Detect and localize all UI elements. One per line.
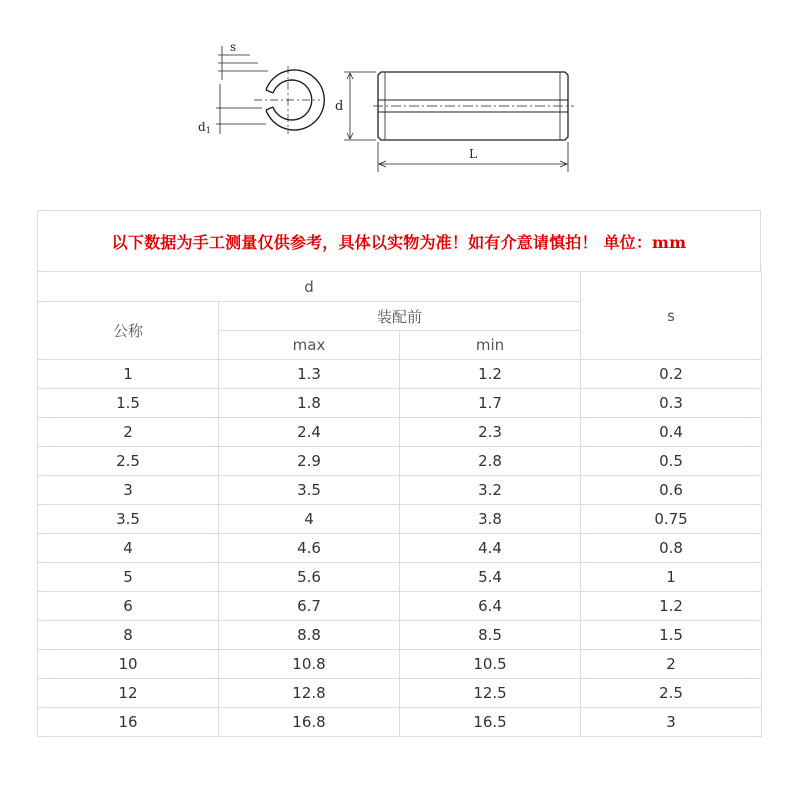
cell-nominal: 12	[38, 679, 219, 708]
cell-min: 12.5	[400, 679, 581, 708]
cell-max: 1.8	[219, 389, 400, 418]
cell-nominal: 5	[38, 563, 219, 592]
label-s: s	[230, 40, 237, 54]
side-view	[373, 72, 574, 140]
cell-nominal: 1	[38, 360, 219, 389]
cell-max: 5.6	[219, 563, 400, 592]
label-L: L	[469, 147, 477, 161]
drawing-canvas	[190, 36, 590, 186]
cell-max: 16.8	[219, 708, 400, 737]
header-before-assembly: 装配前	[219, 302, 581, 331]
header-s: s	[581, 272, 762, 360]
cell-min: 1.2	[400, 360, 581, 389]
cell-max: 3.5	[219, 476, 400, 505]
cell-s: 2.5	[581, 679, 762, 708]
cell-nominal: 10	[38, 650, 219, 679]
cell-nominal: 3	[38, 476, 219, 505]
label-d1: d1	[198, 120, 211, 135]
table-row	[38, 418, 762, 447]
cell-min: 10.5	[400, 650, 581, 679]
cell-min: 6.4	[400, 592, 581, 621]
cell-max: 1.3	[219, 360, 400, 389]
cell-nominal: 6	[38, 592, 219, 621]
table-row	[38, 534, 762, 563]
dimension-d	[344, 72, 376, 140]
header-min: min	[400, 331, 581, 360]
header-d: d	[38, 272, 581, 302]
cell-min: 1.7	[400, 389, 581, 418]
cell-max: 10.8	[219, 650, 400, 679]
cell-max: 4.6	[219, 534, 400, 563]
cell-s: 0.8	[581, 534, 762, 563]
cell-s: 1.2	[581, 592, 762, 621]
spring-pin-drawing	[190, 36, 590, 186]
cell-s: 2	[581, 650, 762, 679]
header-max: max	[219, 331, 400, 360]
cell-min: 4.4	[400, 534, 581, 563]
cell-nominal: 2.5	[38, 447, 219, 476]
cell-s: 0.3	[581, 389, 762, 418]
table-row	[38, 389, 762, 418]
cell-s: 1	[581, 563, 762, 592]
dimension-d1	[216, 84, 266, 134]
cell-min: 16.5	[400, 708, 581, 737]
table-row	[38, 563, 762, 592]
cell-min: 3.2	[400, 476, 581, 505]
cell-s: 0.4	[581, 418, 762, 447]
cell-min: 8.5	[400, 621, 581, 650]
cell-nominal: 3.5	[38, 505, 219, 534]
cell-max: 8.8	[219, 621, 400, 650]
table-row	[38, 360, 762, 389]
table-row	[38, 650, 762, 679]
cell-min: 5.4	[400, 563, 581, 592]
cell-max: 12.8	[219, 679, 400, 708]
spec-table	[37, 271, 762, 737]
cell-s: 1.5	[581, 621, 762, 650]
table-row	[38, 592, 762, 621]
cell-max: 2.4	[219, 418, 400, 447]
table-row	[38, 679, 762, 708]
cell-max: 4	[219, 505, 400, 534]
cell-nominal: 16	[38, 708, 219, 737]
cell-min: 3.8	[400, 505, 581, 534]
cell-s: 3	[581, 708, 762, 737]
measurement-notice: 以下数据为手工测量仅供参考，具体以实物为准！如有介意请慎拍！ 单位：mm	[37, 210, 761, 272]
cell-min: 2.3	[400, 418, 581, 447]
table-row	[38, 476, 762, 505]
table-row	[38, 447, 762, 476]
cell-s: 0.2	[581, 360, 762, 389]
cell-min: 2.8	[400, 447, 581, 476]
cell-s: 0.5	[581, 447, 762, 476]
cell-s: 0.75	[581, 505, 762, 534]
table-row	[38, 505, 762, 534]
cell-s: 0.6	[581, 476, 762, 505]
cell-max: 2.9	[219, 447, 400, 476]
table-row	[38, 708, 762, 737]
cell-max: 6.7	[219, 592, 400, 621]
header-nominal: 公称	[38, 302, 219, 360]
label-d: d	[335, 99, 344, 114]
dimension-s	[218, 46, 268, 80]
table-row	[38, 621, 762, 650]
cell-nominal: 4	[38, 534, 219, 563]
cell-nominal: 2	[38, 418, 219, 447]
cell-nominal: 1.5	[38, 389, 219, 418]
cell-nominal: 8	[38, 621, 219, 650]
